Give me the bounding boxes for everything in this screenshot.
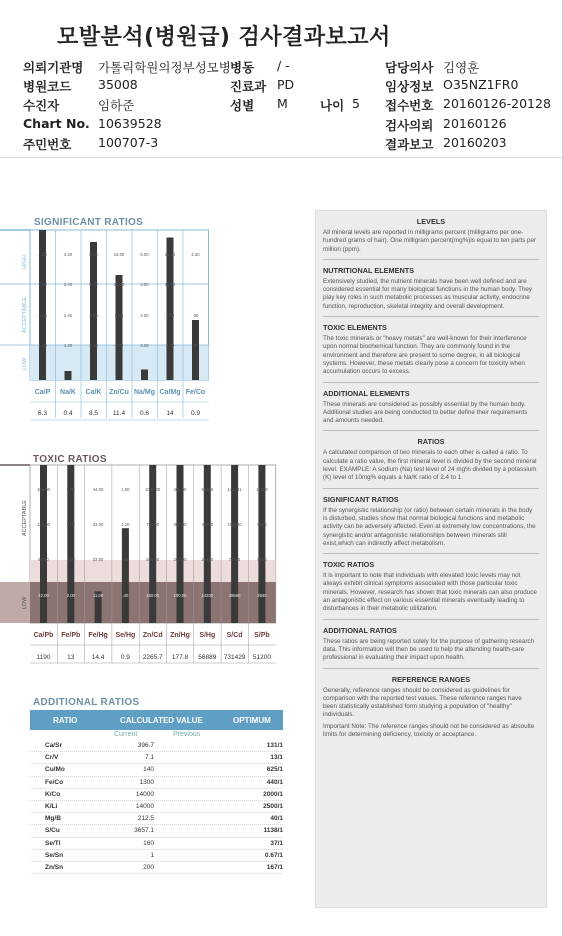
table-row [30,838,283,850]
toxic-elements-heading: TOXIC ELEMENTS [323,323,387,333]
table-row [30,813,283,825]
tick-label: 750.00 [146,522,160,527]
tick-label: 4.80 [38,252,47,257]
resident-label: 주민번호 [23,137,72,152]
age-label: 나이 [320,98,345,113]
request-label: 검사의뢰 [385,118,434,133]
important-note-text: Important Note: The reference ranges should not be considered as absoulte limits for determining deficiency, toxicity or acceptance. [323,722,535,738]
ratios-text: A calculated comparison of two minerals to each other is called a ratio. To calculate a ratio value, the first mineral level is divided by the second mineral level. EXAMPLE: A sodium (Na) test level of 24 mg% divided by a potassium (K) level of 10mg% equals a Na/K ratio of 2.4 to 1. [323,449,537,482]
tick-label: 56800 [201,487,214,492]
tick-label: 300.00 [173,522,187,527]
tick-label: 4.20 [89,313,98,318]
tick-label: 2.20 [89,343,98,348]
header-divider [0,157,563,158]
category-label: Fe/Pb [61,632,81,639]
additional-ratios-text: These ratios are being reported solely for the purpose of gathering research data. This information will then be used to help the attending health-care professional in evaluating their impact upon health. [323,637,535,662]
table-body [30,740,283,874]
ratio-optimum: 37/1 [270,839,283,847]
category-label: Na/K [60,389,76,396]
ratio-current: 1 [150,851,154,859]
nutritional-heading: NUTRITIONAL ELEMENTS [323,265,415,275]
ratio-optimum: 625/1 [266,766,283,774]
category-label: Zn/Hg [170,632,190,639]
ratio-optimum: 2500/1 [263,802,283,810]
doctor-value: 김영훈 [443,60,480,75]
reference-ranges-text: Generally, reference ranges should be considered as guidelines for comparison with the reported test values. These reference ranges have been statistically established form studying a population of "healthy" individuals. [323,686,522,719]
category-label: Fe/Co [185,389,206,396]
tick-label: 8.00 [66,487,75,492]
request-value: 20160126 [443,116,507,131]
value-label: 8.5 [88,410,99,417]
tick-label: .40 [122,593,129,598]
tick-label: 42600 [201,522,214,527]
table-row [30,740,283,752]
age-value: 5 [352,96,360,111]
examinee-value: 임하준 [98,98,135,113]
category-label: S/Pb [254,632,270,639]
tick-label: 1.60 [121,487,130,492]
category-label: Zn/Cd [142,632,163,639]
category-label: Ca/P [34,389,51,396]
side-label: ACCEPTABLE [22,297,28,333]
bar-se-hg [122,528,129,623]
tick-label: 3.40 [63,282,73,287]
additional-title: ADDITIONAL RATIOS [33,697,140,708]
tick-label: 7.00 [165,313,175,318]
explanation-panel [315,210,547,908]
ratio-current: 14000 [135,802,154,810]
tick-label: 11.00 [93,593,104,598]
side-label: HIGH [22,255,28,269]
tick-label: 15.00 [164,252,176,257]
tick-label: 4.00 [114,343,124,348]
tick-label: 11.00 [164,282,176,287]
table-row [30,825,283,837]
col-calculated-value: CALCULATED VALUE [120,716,203,725]
ward-value: / - [277,58,290,73]
ratio-current: 160 [143,839,154,847]
tick-label: 6.20 [89,282,98,287]
value-label: 1190 [36,654,51,661]
tick-label: 14200 [201,593,214,598]
report-image [0,205,563,936]
ratio-name: K/Co [45,790,61,798]
bar-na-mg [141,370,148,381]
ratio-optimum: 167/1 [266,863,283,871]
value-label: 0.6 [139,410,150,417]
tick-label: 1.60 [38,343,47,348]
tick-label: 3.80 [38,282,47,287]
ratio-name: Cu/Mo [45,766,65,774]
nutritional-text: Extensively studied, the nutrient minerals have been well defined and are considered essential for many biological functions in the human body. They play key roles in such metabolic processes as muscular activity, endocrine function, reproduction, skeletal integrity and overall development. [323,277,533,310]
institution-label: 의뢰기관명 [23,60,84,75]
ratio-current: 212.5 [137,815,154,823]
category-label: Na/Mg [134,389,155,396]
tick-label: 71120 [228,557,241,562]
ratio-name: Zn/Sn [45,863,64,871]
table-row [30,764,283,776]
tick-label: 42.00 [38,593,49,598]
ratio-name: Se/Tl [45,839,61,847]
category-label: S/Cd [226,632,243,639]
divider [323,553,539,554]
tick-label: 142231 [227,487,242,492]
significant-ratios-chart [0,227,215,432]
bar-fe-co [192,320,199,380]
tick-label: 28400 [201,557,214,562]
tick-label: 16.00 [113,252,125,257]
ratio-name: S/Cu [45,827,60,835]
tick-label: 6.00 [66,522,75,527]
ratio-optimum: 1138/1 [263,827,283,835]
tick-label: 400.00 [173,487,187,492]
tick-label: 2840 [257,593,267,598]
bar-zn-cu [113,275,125,380]
divider [323,382,539,383]
value-label: 11.4 [112,410,126,417]
value-label: 14 [166,410,174,417]
tick-label: 12.00 [113,282,125,287]
value-label: 6.3 [37,410,48,417]
tick-label: 33.00 [92,522,104,527]
category-label: Zn/Cu [109,389,129,396]
patient-header [0,54,563,154]
significant-ratios-heading: SIGNIFICANT RATIOS [323,494,399,504]
additional-elements-text: These minerals are considered as possibly essential by the human body. Additional studies are being conducted to better define their requirements and amounts needed. [323,400,528,425]
tick-label: 126.00 [37,522,50,527]
toxic-title: TOXIC RATIOS [33,454,107,465]
ratio-optimum: 40/1 [270,815,283,823]
value-label: 0.4 [63,410,73,417]
report-value: 20160203 [443,135,507,150]
ratio-current: 396.7 [137,742,154,749]
sex-value: M [277,96,288,111]
category-label: Se/Hg [115,632,136,639]
category-label: Fe/Hg [88,632,108,639]
tick-label: 2.00 [140,343,149,348]
value-label: 0.9 [190,410,201,417]
resident-value: 100707-3 [98,135,159,150]
sub-current: Current [114,731,138,738]
tick-label: 4.00 [66,557,75,562]
institution-value: 가톨릭학원의정부성모병 [98,60,231,75]
ratio-name: K/Li [45,802,58,810]
sub-previous: Previous [173,731,201,738]
table-row [30,752,283,764]
side-label: ACCEPTABLE [22,500,28,536]
value-label: 51200 [252,654,271,661]
toxic-ratios-heading: TOXIC RATIOS [323,560,375,570]
hospital-code-label: 병원코드 [23,79,72,94]
dept-value: PD [277,77,295,92]
reference-ranges-heading: REFERENCE RANGES [391,674,471,684]
tick-label: 6.00 [140,252,149,257]
report-label: 결과보고 [385,137,434,152]
category-label: Ca/Pb [33,632,54,639]
divider [323,430,539,431]
tick-label: .80 [122,557,129,562]
value-label: 56889 [198,654,217,661]
tick-label: 1.20 [121,522,130,527]
value-label: 0.9 [120,654,130,661]
ratio-current: 14000 [135,790,154,798]
tick-label: 2.60 [38,313,47,318]
table-row [30,862,283,874]
tick-label: 8.20 [89,252,98,257]
tick-label: 2.40 [63,313,73,318]
divider [323,668,539,669]
ratio-optimum: 440/1 [266,778,283,786]
col-optimum: OPTIMUM [233,716,271,725]
ratio-name: Se/Sn [45,851,64,859]
tick-label: 500.00 [146,557,160,562]
ratio-current: 1300 [139,778,154,786]
additional-ratios-heading: ADDITIONAL RATIOS [323,625,397,635]
ratio-current: 7.1 [144,754,154,762]
doctor-label: 담당의사 [385,60,434,75]
table-subheader [30,730,283,740]
ratio-current: 3657.1 [134,827,154,835]
chart-no-value: 10639528 [98,116,162,131]
dept-label: 진료과 [230,79,267,94]
tick-label: 168.00 [37,487,50,492]
ward-label: 병동 [230,60,255,75]
examinee-label: 수진자 [23,98,60,113]
tick-label: 11360 [256,487,268,492]
tick-label: 22.00 [92,557,104,562]
bar-na-k [65,371,72,380]
toxic-elements-text: The toxic minerals or "heavy metals" are well-known for their interference upon normal biochemical function. They are commonly found in the environment and therefore are present to some degree, in all biological systems. However, these metals clearly pose a concern for toxicity when accumulation occurs to excess. [323,335,527,376]
tick-label: 8520 [257,522,267,527]
ratio-name: Mg/B [45,815,61,823]
value-label: 731429 [223,654,246,661]
tick-label: 100.00 [173,593,187,598]
clinical-label: 임상정보 [385,79,434,94]
tick-label: 200.00 [173,557,187,562]
divider [323,488,539,489]
category-label: Ca/Mg [159,389,181,396]
tick-label: 8.00 [114,313,124,318]
ratio-name: Ca/Sr [45,742,62,749]
value-label: 2265.7 [142,654,163,661]
tick-label: 106680 [227,522,242,527]
bar-ca-mg [164,238,176,381]
toxic-ratios-text: It is important to note that individuals with elevated toxic levels may not always exhibit clinical symptoms associated with those particular toxic minerals. However, research has shown that toxic minerals can also produce an antagonistic effect on various essential minerals eventually leading to disturbances in their metabolic utilization. [323,572,537,613]
ratio-optimum: 13/1 [270,754,283,762]
levels-text: All mineral levels are reported in milligrams percent (milligrams per one-hundred grams of hair). One milligram percent(mg%)is equal to ten parts per million (ppm). [323,229,537,253]
toxic-ratios-chart [0,463,290,668]
tick-label: 84.00 [38,557,49,562]
tick-label: .90 [192,313,199,318]
tick-label: 2.30 [191,252,200,257]
ratio-current: 140 [143,766,154,774]
ratio-optimum: 131/1 [266,742,283,749]
tick-label: 3.00 [165,343,175,348]
divider [323,259,539,260]
additional-ratios-table [30,710,283,874]
receipt-value: 20160126-20128 [443,96,551,111]
tick-label: 250.00 [146,593,160,598]
ratio-name: Fe/Co [45,778,64,786]
page-title: 모발분석(병원급) 검사결과보고서 [57,25,391,50]
hospital-code-value: 35008 [98,77,138,92]
ratio-optimum: 0.67/1 [264,851,283,859]
significant-title: SIGNIFICANT RATIOS [34,217,144,228]
ratio-name: Cr/V [45,754,59,762]
col-ratio: RATIO [53,716,78,725]
value-label: 14.4 [91,654,105,661]
value-label: 13 [67,654,75,661]
receipt-label: 접수번호 [385,98,434,113]
ratios-heading: RATIOS [417,437,445,447]
table-row [30,789,283,801]
ratio-optimum: 2000/1 [263,790,283,798]
tick-label: 1000.00 [145,487,161,492]
side-label: LOW [22,357,28,371]
tick-label: 4.40 [63,252,73,257]
table-row [30,801,283,813]
value-label: 177.8 [171,654,189,661]
divider [323,619,539,620]
bar-ca-k [90,242,97,380]
tick-label: 44.00 [92,487,104,492]
category-label: Ca/K [85,389,102,396]
table-header [30,710,283,730]
additional-elements-heading: ADDITIONAL ELEMENTS [323,388,410,398]
significant-ratios-text: If the synergistic relationship (or ratio) between certain minerals in the body is disturbed, studies show that normal biological functions and metabolic activity can be adversely affected. Even at extremely low concentrations, the synergistic and/or antagonistic relationships between minerals still exist,which can indirectly affect metabolism. [323,506,536,547]
tick-label: 1.40 [63,343,73,348]
tick-label: 2.00 [66,593,75,598]
tick-label: 4.00 [140,313,149,318]
ratio-current: 200 [143,863,154,871]
sex-label: 성별 [230,98,255,113]
levels-heading: LEVELS [416,217,446,226]
table-row [30,777,283,789]
clinical-value: O35NZ1FR0 [443,77,519,92]
table-row [30,850,283,862]
tick-label: 35560 [228,593,241,598]
chart-no-label: Chart No. [23,116,90,131]
side-label: LOW [22,596,28,610]
tick-label: .50 [192,343,199,348]
tick-label: 5680 [257,557,267,562]
tick-label: 4.00 [140,282,149,287]
divider [323,316,539,317]
category-label: S/Hg [199,632,216,639]
